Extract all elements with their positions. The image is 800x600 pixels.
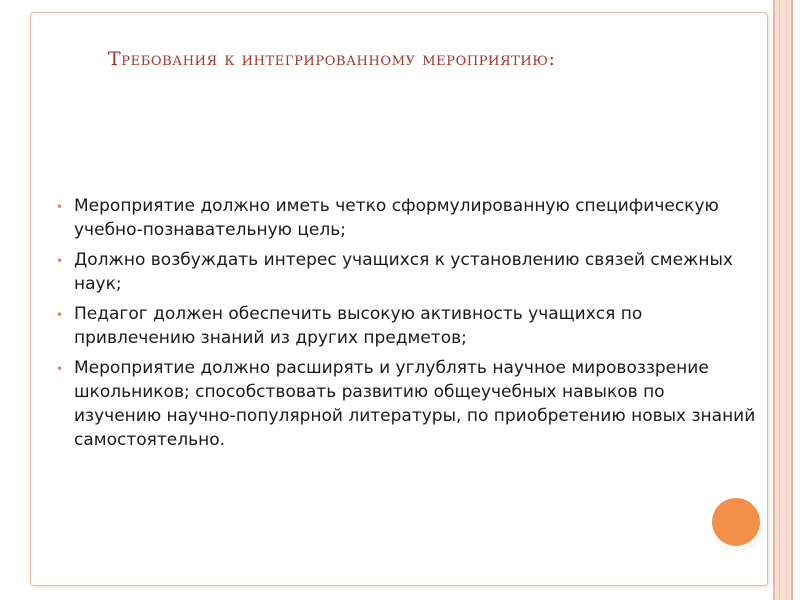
list-item xyxy=(56,356,756,452)
slide-title: Требования к интегрированному мероприятию: xyxy=(108,48,556,70)
list-item xyxy=(56,302,756,350)
list-item xyxy=(56,248,756,296)
list-item-text: Мероприятие должно расширять и углублять научное мировоззрение школьников; способствовать развитию общеучебных навыков по изучению научно-популярной литературы, по приобретению новых знаний самостоятельно. xyxy=(74,358,756,450)
list-item-text: Мероприятие должно иметь четко сформулированную специфическую учебно-познавательную цель; xyxy=(74,196,719,240)
bullet-icon: • xyxy=(56,200,64,214)
decorative-right-rail xyxy=(773,0,793,600)
bullet-icon: • xyxy=(56,254,64,268)
rail-line xyxy=(786,0,787,600)
bullet-list xyxy=(56,194,756,458)
list-item xyxy=(56,194,756,242)
decorative-circle xyxy=(712,498,760,546)
bullet-icon: • xyxy=(56,362,64,376)
list-item-text: Педагог должен обеспечить высокую активность учащихся по привлечению знаний из других предметов; xyxy=(74,304,643,348)
rail-line xyxy=(779,0,780,600)
bullet-icon: • xyxy=(56,308,64,322)
list-item-text: Должно возбуждать интерес учащихся к установлению связей смежных наук; xyxy=(74,250,733,294)
